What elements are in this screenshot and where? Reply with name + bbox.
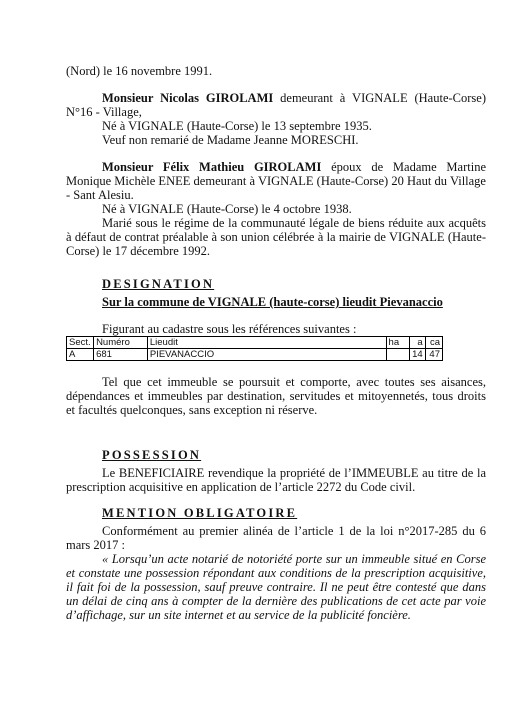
table-header-row: [67, 337, 443, 349]
designation-body: Tel que cet immeuble se poursuit et comporte, avec toutes ses aisances, dépendances et immeubles par destination, servitudes et mitoyennetés, tous droits et facultés quelconques, sans exception ni réserve.: [66, 375, 486, 417]
party-paragraph-2: [66, 160, 486, 202]
section-heading-designation: DESIGNATION: [102, 277, 215, 291]
table-cell: 681: [94, 349, 148, 361]
table-cell: 14: [409, 349, 425, 361]
table-cell: PIEVANACCIO: [147, 349, 386, 361]
possession-body: Le BENEFICIAIRE revendique la propriété de l’IMMEUBLE au titre de la prescription acquisitive en application de l’article 2272 du Code civil.: [66, 466, 486, 494]
table-row: [67, 349, 443, 361]
party-paragraph-1: [66, 91, 486, 119]
party-address: demeurant à VIGNALE (Haute-Corse) N°16 - Village,: [66, 91, 486, 119]
table-header-cell: ca: [425, 337, 442, 349]
table-cell: A: [67, 349, 94, 361]
party-address: époux de Madame Martine Monique Michèle ENEE demeurant à VIGNALE (Haute-Corse) 20 Haut du Village - Sant Alesiu.: [66, 160, 486, 202]
table-header-cell: a: [409, 337, 425, 349]
cadastre-table: [66, 336, 443, 361]
table-header-cell: Lieudit: [147, 337, 386, 349]
table-cell: [386, 349, 409, 361]
document-page: [66, 64, 486, 622]
party-regime: Marié sous le régime de la communauté légale de biens réduite aux acquêts à défaut de contrat préalable à son union célébrée à la mairie de VIGNALE (Haute-Corse) le 17 décembre 1992.: [66, 216, 486, 258]
party-birth: Né à VIGNALE (Haute-Corse) le 4 octobre 1938.: [102, 202, 352, 216]
mention-quote: « Lorsqu’un acte notarié de notoriété porte sur un immeuble situé en Corse et constate une possession répondant aux conditions de la prescription acquisitive, il fait foi de la possession, sauf preuve contraire. Il ne peut être contesté que dans un délai de cinq ans à compter de la dernière des publications de cet acte par voie d’affichage, sur un site internet et au service de la publicité foncière.: [66, 552, 486, 622]
section-heading-possession: POSSESSION: [102, 448, 202, 462]
party-status: Veuf non remarié de Madame Jeanne MORESCHI.: [102, 133, 359, 147]
mention-intro: Conformément au premier alinéa de l’article 1 de la loi n°2017-285 du 6 mars 2017 :: [66, 524, 486, 552]
party-name: Monsieur Nicolas GIROLAMI: [102, 91, 274, 105]
table-header-cell: ha: [386, 337, 409, 349]
section-heading-mention: MENTION OBLIGATOIRE: [102, 506, 298, 520]
table-cell: 47: [425, 349, 442, 361]
section-subheading: Sur la commune de VIGNALE (haute-corse) lieudit Pievanaccio: [102, 295, 443, 309]
party-name: Monsieur Félix Mathieu GIROLAMI: [102, 160, 322, 174]
table-header-cell: Sect.: [67, 337, 94, 349]
party-birth: Né à VIGNALE (Haute-Corse) le 13 septembre 1935.: [102, 119, 372, 133]
text-line: (Nord) le 16 novembre 1991.: [66, 64, 213, 78]
table-header-cell: Numéro: [94, 337, 148, 349]
cadastre-intro: Figurant au cadastre sous les références suivantes :: [102, 322, 357, 336]
